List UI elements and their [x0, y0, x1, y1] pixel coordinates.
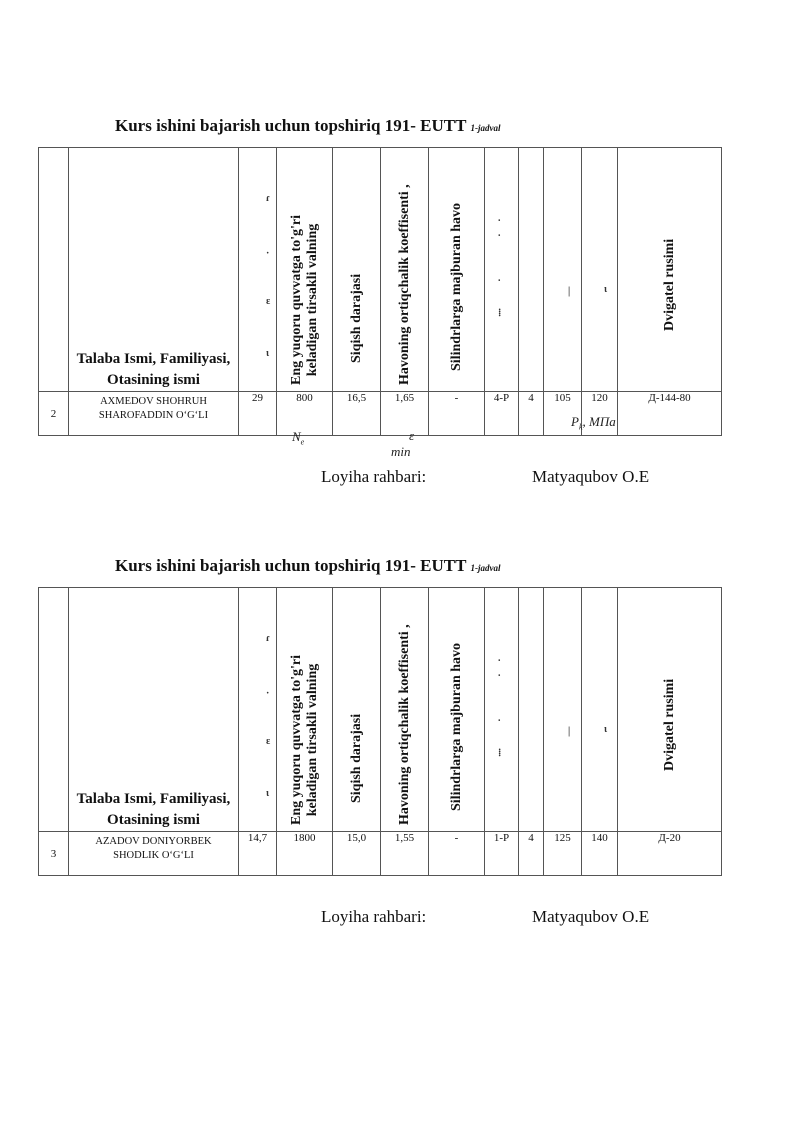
table-1-header-row — [39, 148, 722, 392]
header-fragment-mark: ⁞ — [498, 308, 502, 319]
signature-label-2: Loyiha rahbari: — [321, 907, 427, 926]
header-compression-cell — [333, 588, 381, 832]
row-rpm: 800 — [277, 392, 333, 436]
table-2-header-row — [39, 588, 722, 832]
header-cylinder-air-cell — [429, 588, 485, 832]
header-number-cell — [39, 148, 69, 392]
header-cylinder-air: Silindrlarga majburan havo — [448, 202, 464, 371]
assignment-table-1 — [38, 147, 722, 436]
row-pressure: - — [429, 832, 485, 876]
student-name-line2: SHODLIK O‘G‘LI — [113, 850, 194, 861]
header-type-cell — [485, 588, 519, 832]
header-cylinders-cell — [519, 148, 544, 392]
row-stroke: 120 — [582, 392, 618, 436]
header-bore-cell — [544, 148, 582, 392]
formula-pk-unit: , МПа — [582, 414, 616, 429]
row-compression: 16,5 — [333, 392, 381, 436]
row-engine: Д-20 — [618, 832, 722, 876]
header-fragment-mark: | — [568, 286, 571, 297]
header-fragment-mark: ɾ — [266, 633, 271, 644]
row-air-excess: 1,55 — [381, 832, 429, 876]
header-type-cell — [485, 148, 519, 392]
table-2-title — [115, 556, 500, 576]
header-fragment-mark: ɩ — [266, 348, 270, 359]
header-compression: Siqish darajasi — [348, 273, 364, 363]
row-pressure: - — [429, 392, 485, 436]
table-row — [39, 832, 722, 876]
formula-eps-fragment — [409, 428, 414, 444]
header-air-excess: Havoning ortiqchalik koeffisenti , — [396, 624, 412, 825]
row-bore: 125 — [544, 832, 582, 876]
row-bore: 105 — [544, 392, 582, 436]
header-rpm-line2: keladigan tirsakli valning — [304, 223, 320, 377]
row-number: 3 — [39, 832, 69, 876]
formula-pk-fragment — [571, 414, 616, 432]
student-name-line1: AXMEDOV SHOHRUH — [100, 396, 207, 407]
table-2-title-note: 1-jadval — [470, 563, 501, 573]
row-cylinders: 4 — [519, 392, 544, 436]
header-fragment-mark: ɾ — [266, 193, 271, 204]
header-rpm-line1: Eng yuqoru quvvatga to'g'ri — [288, 215, 304, 385]
table-2-title-text: Kurs ishini bajarish uchun topshiriq 191- EUTT — [115, 556, 467, 575]
header-bore-cell — [544, 588, 582, 832]
table-row — [39, 392, 722, 436]
table-1-title-text: Kurs ishini bajarish uchun topshiriq 191- EUTT — [115, 116, 467, 135]
row-type: 4-P — [485, 392, 519, 436]
row-stroke: 140 — [582, 832, 618, 876]
header-cylinder-air: Silindrlarga majburan havo — [448, 642, 464, 811]
header-air-excess-cell — [381, 588, 429, 832]
header-fragment-mark: ⁞ — [498, 748, 502, 759]
header-fragment-mark: ɩ — [266, 788, 270, 799]
row-cylinders: 4 — [519, 832, 544, 876]
header-number-cell — [39, 588, 69, 832]
header-fragment-mark: ι — [604, 724, 608, 735]
header-fragment-mark: ɛ — [266, 296, 271, 307]
header-air-excess-cell — [381, 148, 429, 392]
header-rpm-line1: Eng yuqoru quvvatga to'g'ri — [288, 655, 304, 825]
row-student-name — [69, 832, 239, 876]
header-fragment-mark: ι — [604, 284, 608, 295]
student-name-line2: SHAROFADDIN O‘G‘LI — [98, 410, 209, 421]
formula-pk-p: P — [571, 414, 579, 429]
header-student-name: Talaba Ismi, Familiyasi, Otasining ismi — [69, 588, 239, 832]
header-stroke-cell — [582, 588, 618, 832]
student-name-line1: AZADOV DONIYORBEK — [95, 836, 212, 847]
header-engine-model: Dvigatel rusimi — [661, 678, 677, 771]
header-cylinder-air-cell — [429, 148, 485, 392]
row-student-name — [69, 392, 239, 436]
header-air-excess: Havoning ortiqchalik koeffisenti , — [396, 184, 412, 385]
table-1-title — [115, 116, 500, 136]
header-stroke-cell — [582, 148, 618, 392]
header-rpm-line2: keladigan tirsakli valning — [304, 663, 320, 817]
formula-n: N — [292, 429, 301, 444]
header-fragment-mark: . — [498, 653, 501, 664]
header-fragment-mark: . — [498, 668, 501, 679]
header-fragment-mark: ɛ — [266, 736, 271, 747]
header-engine-cell — [618, 588, 722, 832]
header-power-cell — [239, 588, 277, 832]
row-engine: Д-144-80 — [618, 392, 722, 436]
header-cylinders-cell — [519, 588, 544, 832]
header-fragment-mark: | — [568, 726, 571, 737]
header-fragment-mark: · — [266, 688, 270, 699]
formula-n-fragment: $N_e$ — [292, 429, 305, 447]
row-air-excess: 1,65 — [381, 392, 429, 436]
signature-name-1: Matyaqubov O.E — [532, 467, 650, 486]
formula-eps: ε — [409, 428, 415, 443]
formula-pk-sub: k — [578, 422, 583, 432]
header-engine-cell — [618, 148, 722, 392]
signature-label-1: Loyiha rahbari: — [321, 467, 427, 486]
header-fragment-mark: . — [498, 213, 501, 224]
row-power: 14,7 — [239, 832, 277, 876]
header-rpm-cell — [277, 588, 333, 832]
signature-name-2: Matyaqubov O.E — [532, 907, 650, 926]
header-fragment-mark: . — [498, 273, 501, 284]
row-compression: 15,0 — [333, 832, 381, 876]
row-type: 1-P — [485, 832, 519, 876]
header-engine-model: Dvigatel rusimi — [661, 238, 677, 331]
header-rpm-cell — [277, 148, 333, 392]
header-compression-cell — [333, 148, 381, 392]
row-power: 29 — [239, 392, 277, 436]
formula-min-fragment: min — [391, 444, 411, 459]
header-fragment-mark: . — [498, 228, 501, 239]
header-student-name: Talaba Ismi, Familiyasi, Otasining ismi — [69, 148, 239, 392]
header-fragment-mark: . — [498, 713, 501, 724]
header-power-cell — [239, 148, 277, 392]
row-number: 2 — [39, 392, 69, 436]
row-rpm: 1800 — [277, 832, 333, 876]
header-compression: Siqish darajasi — [348, 713, 364, 803]
header-fragment-mark: · — [266, 248, 270, 259]
table-1-title-note: 1-jadval — [470, 123, 501, 133]
assignment-table-2 — [38, 587, 722, 876]
